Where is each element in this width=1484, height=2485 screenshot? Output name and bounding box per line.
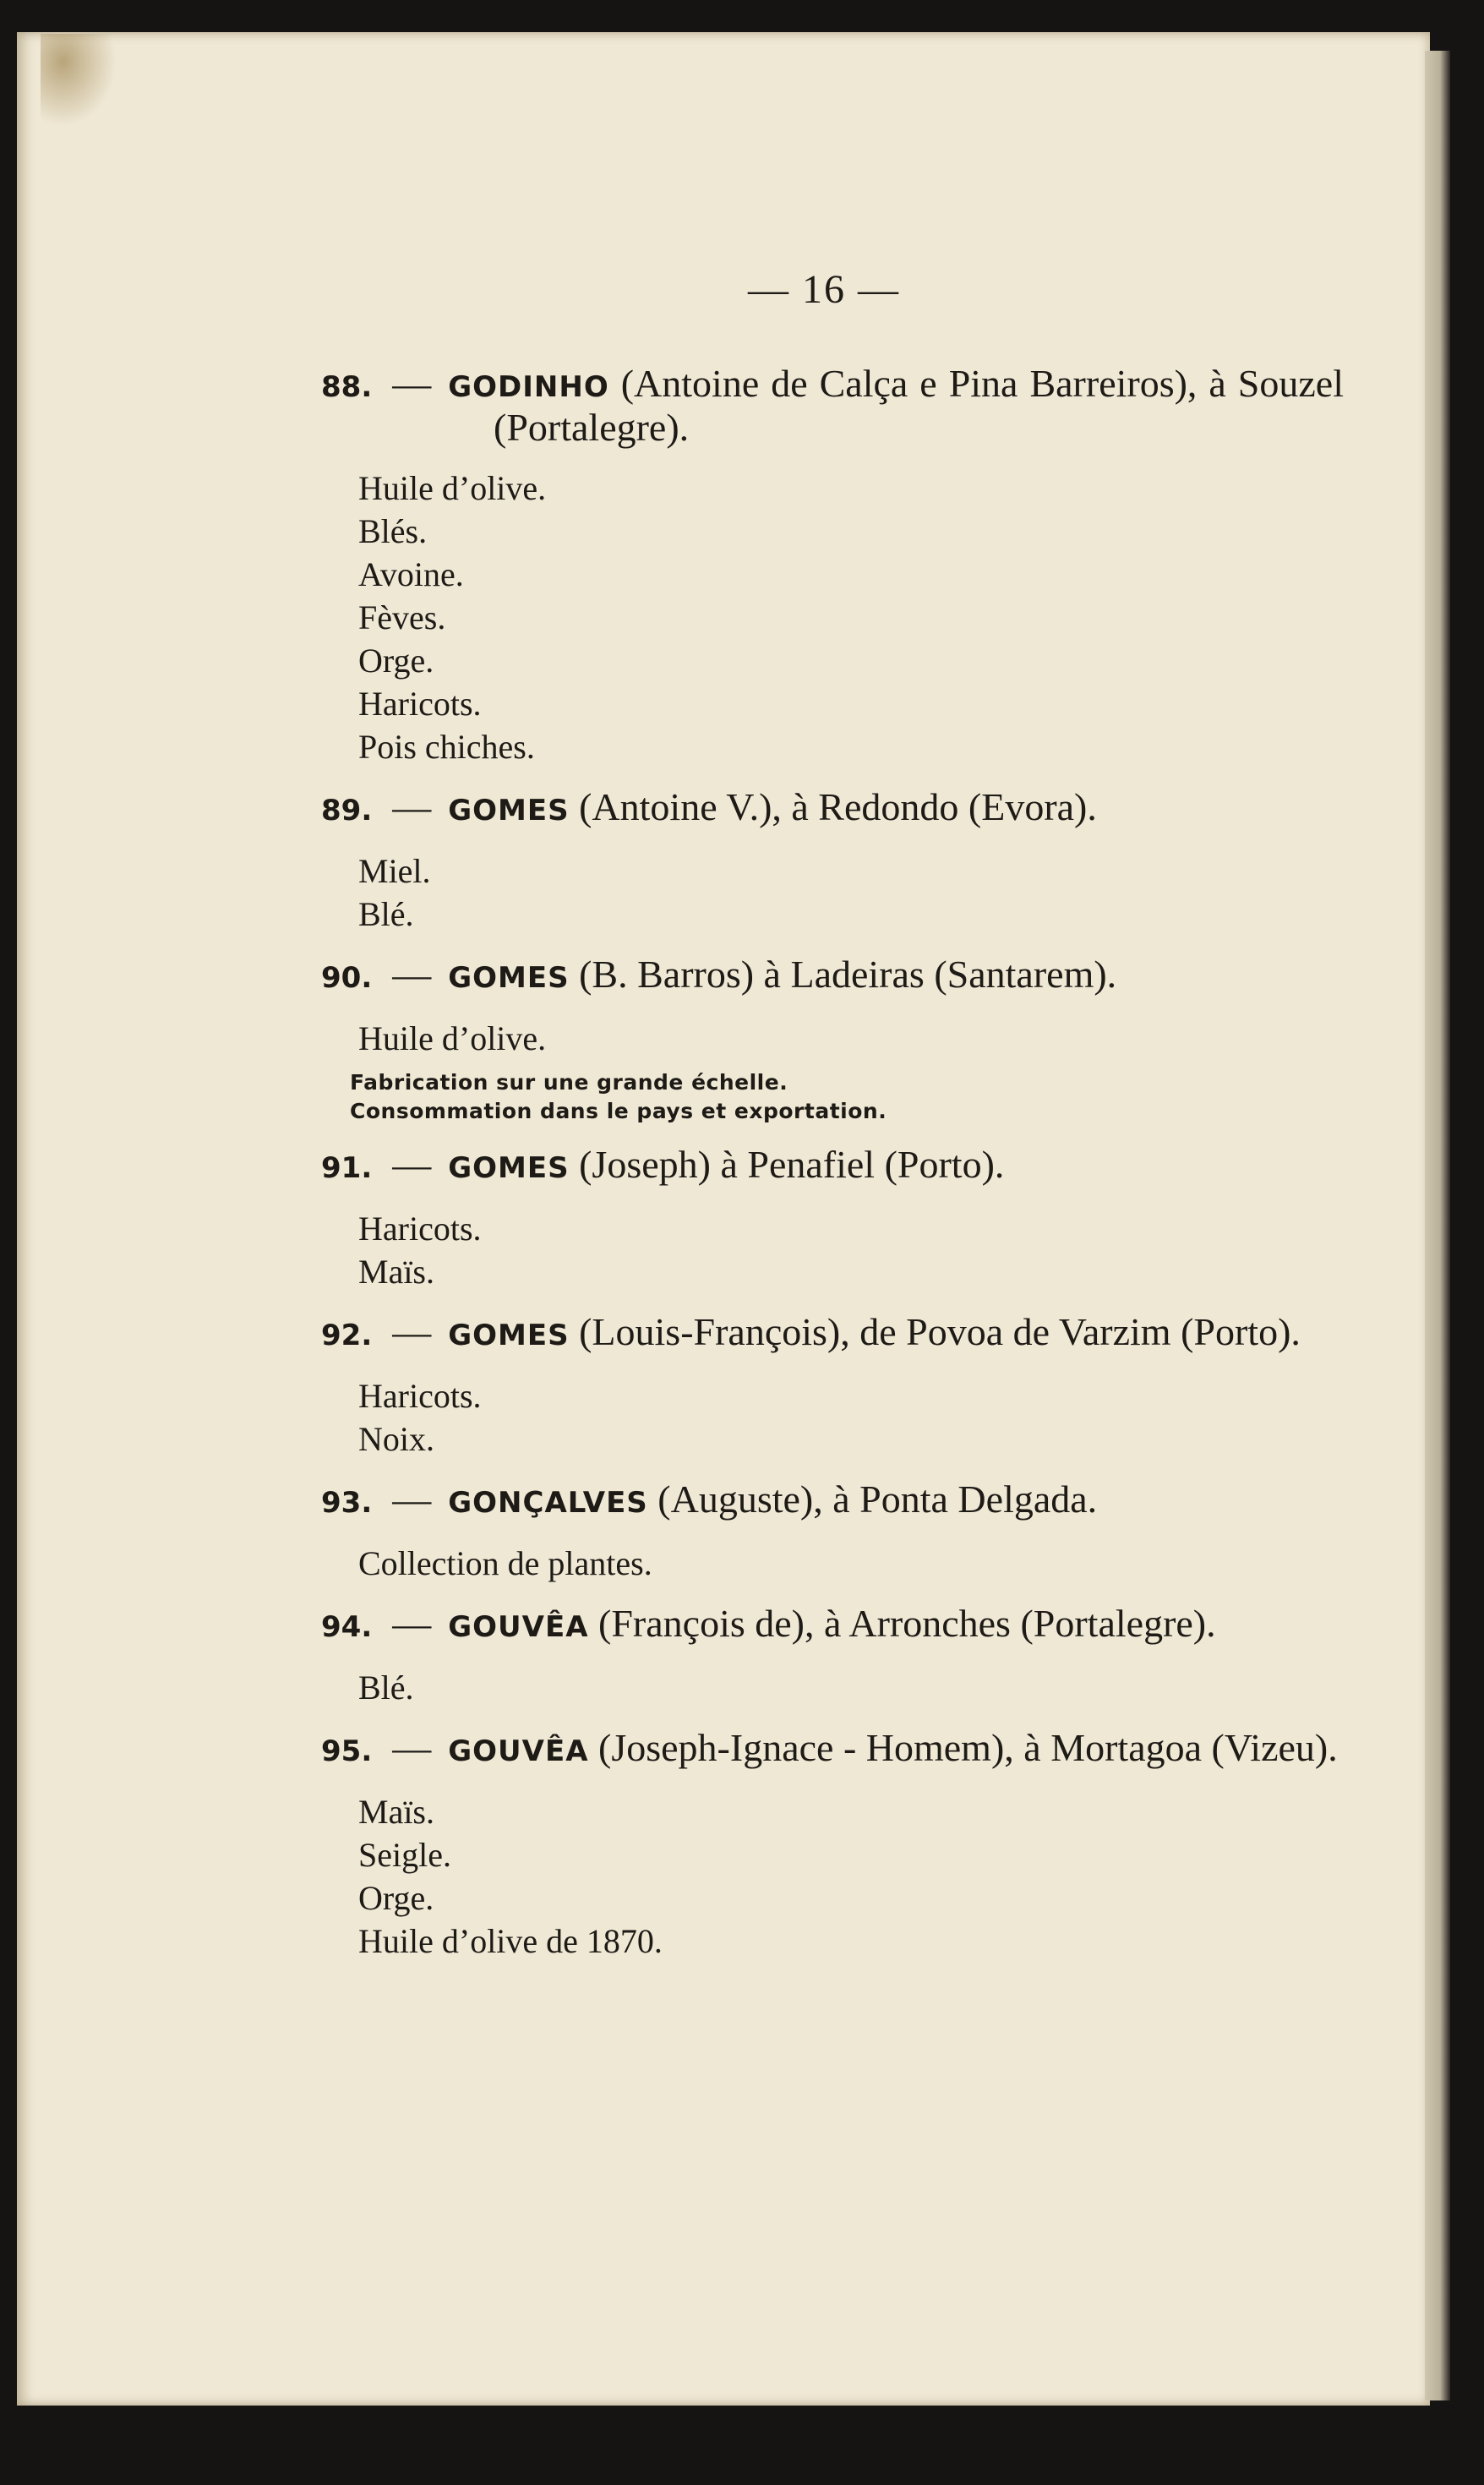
catalogue-entry: [321, 1144, 1344, 1293]
exhibitor-name: GOMES: [448, 1319, 570, 1352]
entry-heading: [321, 1728, 1344, 1772]
catalogue-entry: [321, 363, 1344, 768]
product-list: [358, 467, 1344, 768]
entry-notes: [350, 1068, 1344, 1126]
entry-dash: —: [392, 1143, 432, 1186]
entry-dash: —: [392, 1310, 432, 1353]
exhibitor-details: (Auguste), à Ponta Delgada.: [657, 1477, 1098, 1521]
exhibitor-name: GODINHO: [448, 370, 609, 404]
product-item: Noix.: [358, 1420, 434, 1458]
product-item: Orge.: [358, 1879, 434, 1917]
entry-number: 95.: [321, 1734, 373, 1768]
exhibitor-name: GOMES: [448, 1151, 570, 1185]
product-item: Huile d’olive.: [358, 469, 547, 507]
exhibitor-details: (Antoine de Calça e Pina Barreiros), à Souzel (Portalegre).: [494, 362, 1344, 449]
product-item: Miel.: [358, 852, 431, 890]
entry-dash: —: [392, 785, 432, 828]
product-item: Avoine.: [358, 555, 464, 593]
entry-number: 91.: [321, 1151, 373, 1185]
entry-dash: —: [392, 362, 432, 405]
exhibitor-details: (Louis-François), de Povoa de Varzim (Porto).: [579, 1310, 1301, 1353]
product-item: Blé.: [358, 1668, 414, 1707]
entry-heading: [321, 363, 1344, 448]
exhibitor-details: (François de), à Arronches (Portalegre).: [598, 1602, 1216, 1645]
product-item: Huile d’olive.: [358, 1019, 547, 1057]
product-item: Haricots.: [358, 1377, 482, 1415]
entry-heading: [321, 1479, 1344, 1523]
exhibitor-details: (B. Barros) à Ladeiras (Santarem).: [579, 953, 1117, 996]
product-item: Fèves.: [358, 598, 446, 636]
entry-number: 92.: [321, 1319, 373, 1352]
product-item: Haricots.: [358, 685, 482, 723]
page-edge: [1425, 51, 1450, 2400]
catalogue-entry: [321, 1312, 1344, 1461]
catalogue-entry: [321, 1479, 1344, 1585]
product-item: Blés.: [358, 512, 428, 550]
exhibitor-details: (Antoine V.), à Redondo (Evora).: [579, 785, 1097, 828]
page-number: — 16 —: [748, 267, 900, 312]
product-item: Orge.: [358, 642, 434, 680]
entry-heading: [321, 1312, 1344, 1356]
exhibitor-name: GOMES: [448, 794, 570, 827]
product-item: Pois chiches.: [358, 728, 535, 766]
product-list: [358, 1017, 1344, 1060]
product-list: [358, 1542, 1344, 1585]
product-item: Collection de plantes.: [358, 1544, 652, 1582]
entry-number: 90.: [321, 961, 373, 995]
product-list: [358, 1666, 1344, 1709]
entry-dash: —: [392, 1602, 432, 1645]
product-list: [358, 849, 1344, 936]
catalogue-entry: [321, 1728, 1344, 1963]
entry-note: Fabrication sur une grande échelle.: [350, 1070, 788, 1095]
entry-heading: [321, 1144, 1344, 1188]
exhibitor-name: GONÇALVES: [448, 1486, 648, 1520]
exhibitor-name: GOUVÊA: [448, 1734, 589, 1768]
exhibitor-name: GOMES: [448, 961, 570, 995]
entry-heading: [321, 1603, 1344, 1647]
entry-number: 89.: [321, 794, 373, 827]
entry-dash: —: [392, 1477, 432, 1521]
product-list: [358, 1790, 1344, 1963]
entry-heading: [321, 787, 1344, 831]
entry-note: Consommation dans le pays et exportation.: [350, 1099, 887, 1123]
exhibitor-details: (Joseph-Ignace - Homem), à Mortagoa (Vizeu).: [598, 1726, 1338, 1769]
product-item: Haricots.: [358, 1210, 482, 1248]
entry-number: 93.: [321, 1486, 373, 1520]
product-item: Maïs.: [358, 1793, 434, 1831]
entry-heading: [321, 954, 1344, 998]
exhibitor-details: (Joseph) à Penafiel (Porto).: [579, 1143, 1005, 1186]
product-list: [358, 1207, 1344, 1293]
product-list: [358, 1374, 1344, 1461]
product-item: Seigle.: [358, 1836, 451, 1874]
exhibitor-name: GOUVÊA: [448, 1610, 589, 1644]
catalogue-entries: [321, 363, 1344, 1981]
catalogue-entry: [321, 1603, 1344, 1709]
entry-dash: —: [392, 1726, 432, 1769]
entry-dash: —: [392, 953, 432, 996]
paper-stain: [41, 34, 117, 127]
entry-number: 88.: [321, 370, 373, 404]
product-item: Blé.: [358, 895, 414, 933]
catalogue-entry: [321, 954, 1344, 1126]
product-item: Maïs.: [358, 1253, 434, 1291]
catalogue-entry: [321, 787, 1344, 936]
product-item: Huile d’olive de 1870.: [358, 1922, 663, 1960]
entry-number: 94.: [321, 1610, 373, 1644]
